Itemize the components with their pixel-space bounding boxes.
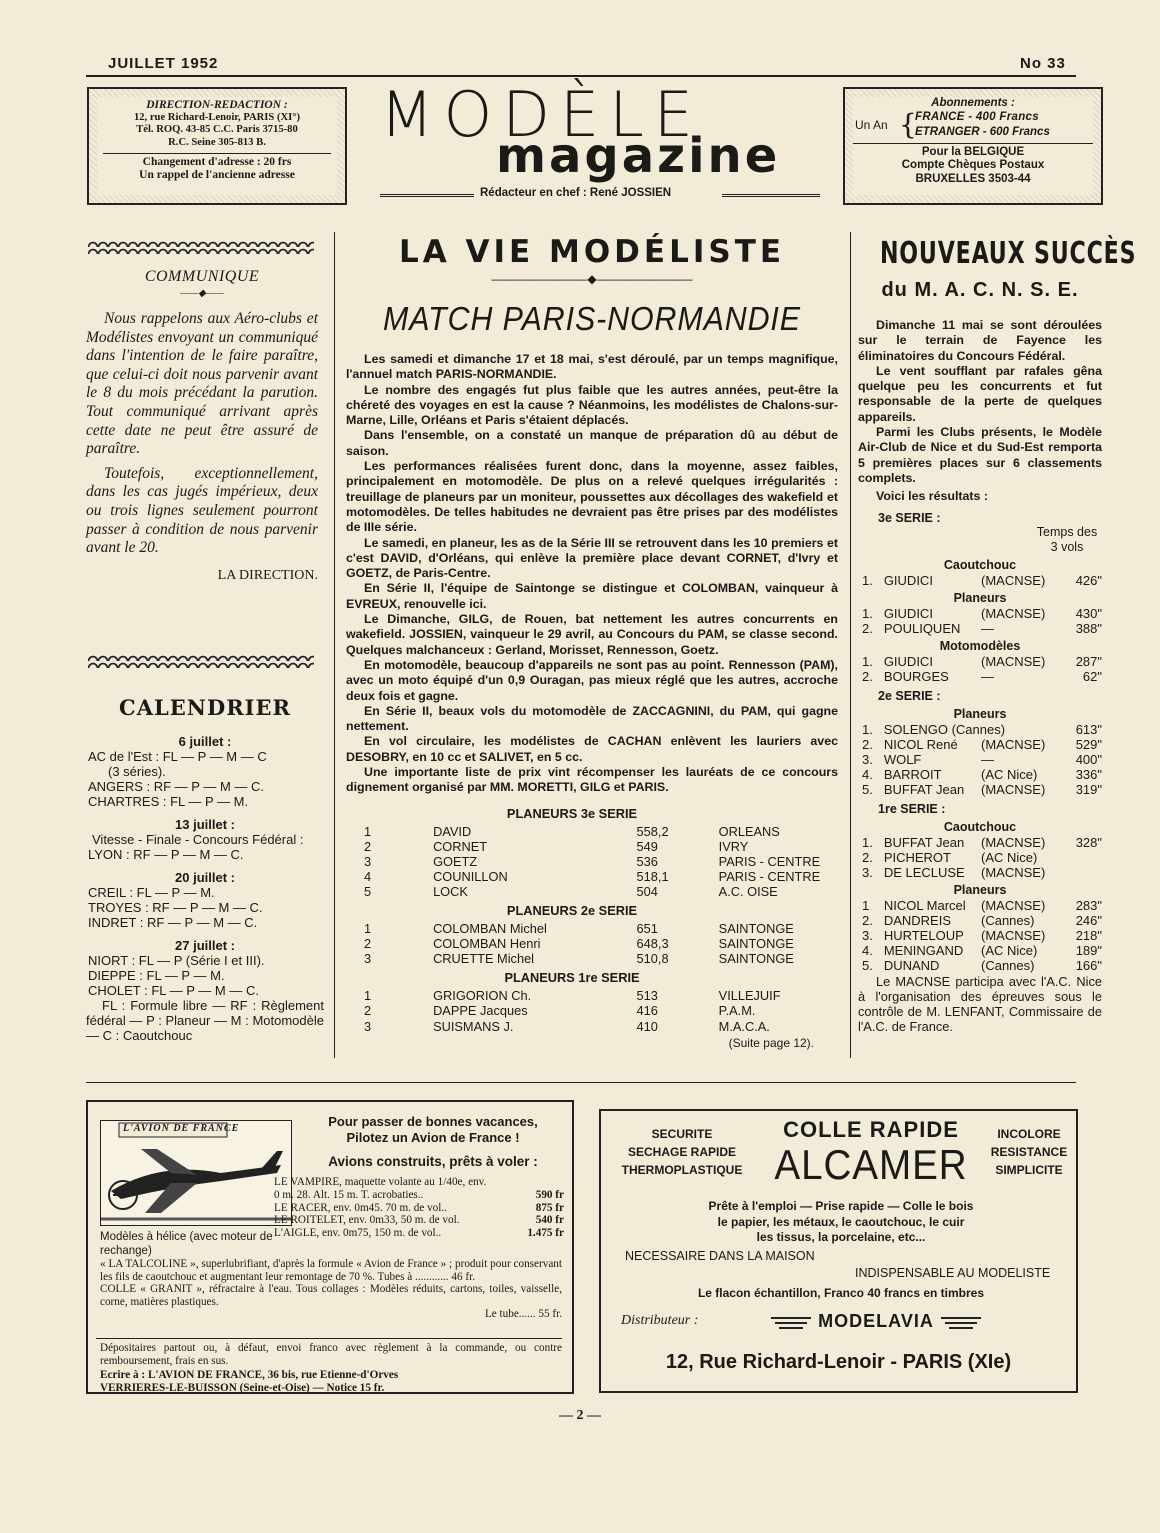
bottom-rule: [86, 1082, 1076, 1083]
time-cell: 283": [1075, 897, 1102, 913]
score-cell: 416: [636, 1003, 658, 1019]
club-cell: P.A.M.: [718, 1003, 756, 1019]
ad-distributeur: Distributeur :: [621, 1313, 699, 1328]
succes-closing: Le MACNSE participa avec l'A.C. Nice à l'organisation des épreuves sous le contrôle de M. LENFANT, Commissaire de l'A.C. de France.: [858, 973, 1102, 1034]
subs-france: FRANCE - 400 Francs: [915, 110, 1039, 123]
masthead-logo: [380, 78, 820, 204]
section-title: LA VIE MODÉLISTE: [398, 234, 786, 270]
club-cell: (MACNSE): [981, 572, 1046, 588]
logo-modele: MODÈLE: [380, 78, 703, 151]
results-heading: PLANEURS 2e SERIE: [506, 903, 638, 919]
category-heading: Caoutchouc: [943, 557, 1017, 572]
serie-heading: 3e SERIE :: [878, 510, 941, 525]
article-paragraph: Les performances réalisées furent donc, dans la moyenne, assez faibles, principalement en motomodèle. De plus on a relevé quelques irrégularités : treuillage de planeurs par un moniteur, poussettes aux décollages des wakefield et motomodèles. De telles habitudes ne devraient pas être prises par des modélistes de IIIe série.: [346, 459, 838, 535]
ad-desc: le papier, les métaux, le caoutchouc, le cuir: [717, 1214, 965, 1229]
ad-logo: [100, 1120, 292, 1226]
calendrier-title: CALENDRIER: [119, 695, 291, 720]
brand-alcamer: ALCAMER: [774, 1141, 968, 1188]
score-cell: 648,3: [636, 936, 669, 952]
time-cell: 319": [1075, 781, 1102, 797]
name-cell: GIUDICI: [883, 653, 933, 669]
rank-cell: 1: [364, 823, 372, 839]
result-row: [858, 621, 1102, 636]
communique-signature: LA DIRECTION.: [217, 567, 318, 583]
result-row: [858, 850, 1102, 865]
club-cell: —: [981, 668, 994, 684]
score-cell: 549: [636, 838, 658, 854]
score-cell: 558,2: [636, 823, 669, 839]
ad-talcoline: « LA TALCOLINE », superlubrifiant, d'après la formule « Avion de France » ; produit pour conservant les fils de caoutchouc et augmentant leur remontage de 70 %. Tubes à ............ 46 fr.: [100, 1258, 562, 1283]
diamond-ornament: ——◆——: [180, 288, 224, 299]
cal-line: CHARTRES : FL — P — M.: [88, 794, 249, 809]
cal-line: ANGERS : RF — P — M — C.: [88, 779, 265, 794]
communique-text: Nous rappelons aux Aéro-clubs et Modélistes envoyant un communiqué dans l'intention de le faire paraître, que celui-ci doit nous parvenir avant le 8 du mois précédant la parution. Tout communiqué arrivant après cette date ne peut être assuré de paraître.: [86, 310, 318, 458]
ad-headline: Pilotez un Avion de France !: [346, 1130, 520, 1145]
continued-note: (Suite page 12).: [728, 1035, 814, 1050]
club-cell: (MACNSE): [981, 736, 1046, 752]
time-cell: 189": [1075, 942, 1102, 958]
time-cell: [1060, 865, 1102, 880]
cal-date: 13 juillet :: [175, 817, 235, 832]
results-row: [344, 951, 840, 966]
logo-magazine: magazine: [496, 128, 781, 184]
result-row: [858, 928, 1102, 943]
rank-cell: 2: [364, 936, 372, 952]
article-paragraph: Le Dimanche, GILG, de Rouen, bat nettement les autres concurrents en wakefield. JOSSIEN, vainqueur le 29 avril, au Concours du PAM, se classe second. Quelques malchanceux : Gerland, Morisset, Rennesson, Goetz.: [346, 612, 838, 657]
result-row: [858, 606, 1102, 621]
ad-alcamer: [599, 1109, 1078, 1393]
name-cell: GIUDICI: [883, 572, 933, 588]
feature-word: SECHAGE RAPIDE: [627, 1145, 737, 1159]
succes-paragraph: Voici les résultats :: [876, 489, 989, 504]
time-cell: 400": [1075, 751, 1102, 767]
club-cell: (MACNSE): [981, 864, 1046, 880]
rank-cell: 5.: [862, 781, 873, 797]
cal-line: (3 séries).: [108, 764, 166, 779]
ad-avion-de-france: [86, 1100, 574, 1394]
cal-legend: FL : Formule libre — RF : Règlement fédéral — P : Planeur — M : Motomodèle — C : Caoutchouc: [86, 998, 324, 1043]
results-row: [344, 921, 840, 936]
results-heading: PLANEURS 3e SERIE: [506, 805, 638, 821]
subs-belgique: BRUXELLES 3503-44: [915, 172, 1031, 185]
name-cell: CORNET: [433, 838, 488, 854]
communique-title: COMMUNIQUE: [144, 268, 260, 285]
cal-line: NIORT : FL — P (Série I et III).: [88, 953, 265, 968]
feature-word: INCOLORE: [997, 1127, 1061, 1141]
club-cell: ORLEANS: [718, 823, 780, 839]
time-cell: 287": [1075, 653, 1102, 669]
rank-cell: 3: [364, 951, 372, 967]
article-paragraph: En vol circulaire, les modélistes de CACHAN enlèvent les lauriers avec DESOBRY, en 10 cc et SALIVET, en 5 cc.: [346, 734, 838, 764]
product-price: 540 fr: [535, 1214, 564, 1227]
article-title: MATCH PARIS-NORMANDIE: [383, 300, 801, 337]
succes-title: NOUVEAUX SUCCÈS: [879, 236, 1137, 271]
communique: [86, 268, 318, 584]
club-cell: PARIS - CENTRE: [718, 868, 821, 884]
article-paragraph: Le samedi, en planeur, les as de la Série III se retrouvent dans les 10 premiers et c'est DAVID, d'Orléans, qui enlève la première place devant CORNET, d'Ivry et GOETZ, de Paris-Centre.: [346, 535, 838, 581]
results-row: [344, 839, 840, 854]
column-divider: [850, 232, 851, 1058]
name-cell: DE LECLUSE: [883, 864, 965, 880]
club-cell: (MACNSE): [981, 653, 1046, 669]
club-cell: A.C. OISE: [718, 883, 778, 899]
subscriptions-box: Abonnements : Un An { FRANCE - 400 Francs ETRANGER - 600 Francs Pour la BELGIQUE Compte Chèques Postaux BRUXELLES 3503-44: [843, 87, 1103, 205]
subs-un-an: Un An: [855, 117, 888, 132]
name-cell: DUNAND: [883, 957, 940, 973]
results-tables: [344, 806, 840, 1034]
ad-logo-text: L'AVION DE FRANCE: [123, 1123, 240, 1134]
results-row: [344, 988, 840, 1003]
rank-cell: 1: [364, 921, 372, 937]
temps-header: Temps des 3 vols: [1036, 524, 1098, 554]
ad-ecrire: VERRIERES-LE-BUISSON (Seine-et-Oise) — Notice 15 fr.: [100, 1381, 385, 1394]
score-cell: 410: [636, 1018, 658, 1034]
time-cell: [1060, 850, 1102, 865]
rank-cell: 3.: [862, 864, 873, 880]
ad-necessaire: NECESSAIRE DANS LA MAISON: [625, 1249, 815, 1263]
score-cell: 504: [636, 883, 658, 899]
name-cell: SOLENGO (Cannes): [883, 721, 1006, 737]
rank-cell: 2.: [862, 620, 873, 636]
ad-tube: Le tube...... 55 fr.: [484, 1308, 562, 1321]
product-line: LE RACER, env. 0m45. 70 m. de vol..: [274, 1201, 447, 1214]
cal-line: CHOLET : FL — P — M — C.: [88, 983, 259, 998]
club-cell: —: [981, 620, 994, 636]
name-cell: DANDREIS: [883, 912, 951, 928]
name-cell: DAPPE Jacques: [433, 1003, 528, 1019]
ad-subhead: Avions construits, prêts à voler :: [328, 1154, 538, 1169]
results-row: [344, 824, 840, 839]
result-row: [858, 669, 1102, 684]
club-cell: (MACNSE): [981, 927, 1046, 943]
succes-column: [858, 236, 1137, 1034]
serie-heading: 2e SERIE :: [878, 688, 941, 703]
rank-cell: 2.: [862, 849, 873, 865]
article-paragraph: Le nombre des engagés fut plus faible que les autres années, peut-être la chéreté des voyages en est la cause ? Néanmoins, les modélistes de Chalons-sur-Marne, Lille, Orléans et Paris s'étaient déplacés.: [346, 382, 838, 428]
name-cell: SUISMANS J.: [433, 1018, 514, 1034]
subs-etranger: ETRANGER - 600 Francs: [915, 125, 1050, 138]
cal-line: INDRET : RF — P — M — C.: [88, 915, 258, 930]
name-cell: LOCK: [433, 883, 468, 899]
product-price: 875 fr: [535, 1201, 564, 1214]
club-cell: (MACNSE): [981, 897, 1046, 913]
rank-cell: 5: [364, 883, 372, 899]
cal-line: CREIL : FL — P — M.: [88, 885, 215, 900]
result-row: [858, 737, 1102, 752]
ad-desc: les tissus, la porcelaine, etc...: [756, 1230, 926, 1244]
result-row: [858, 767, 1102, 782]
rank-cell: 5.: [862, 957, 873, 973]
category-heading: Caoutchouc: [943, 819, 1017, 834]
subs-belgique: Pour la BELGIQUE: [921, 145, 1025, 158]
result-row: [858, 943, 1102, 958]
time-cell: 426": [1075, 572, 1102, 588]
product-line: L'AIGLE, env. 0m75, 150 m. de vol..: [274, 1227, 442, 1240]
score-cell: 651: [636, 921, 658, 937]
time-cell: 336": [1075, 766, 1102, 782]
direction-line: Tél. ROQ. 43-85 C.C. Paris 3715-80: [136, 124, 298, 135]
result-row: [858, 835, 1102, 850]
change-address-line: Un rappel de l'ancienne adresse: [139, 168, 295, 181]
product-price: 590 fr: [535, 1188, 564, 1201]
rank-cell: 1.: [862, 834, 873, 850]
wavy-divider: [88, 654, 314, 668]
name-cell: DAVID: [433, 823, 472, 839]
article-paragraph: Une importante liste de prix vint récompenser les lauréats de ce concours dignement organisé par MM. MORETTI, GILG et PARIS.: [346, 765, 838, 795]
rank-cell: 3.: [862, 927, 873, 943]
ad-headline: COLLE RAPIDE: [783, 1117, 959, 1142]
feature-word: SECURITE: [651, 1127, 713, 1141]
cal-line: TROYES : RF — P — M — C.: [88, 900, 263, 915]
time-cell: 328": [1075, 834, 1102, 850]
subs-title: Abonnements :: [931, 97, 1015, 109]
time-cell: 246": [1075, 912, 1102, 928]
category-heading: Planeurs: [953, 706, 1007, 721]
name-cell: GOETZ: [433, 853, 478, 869]
name-cell: COLOMBAN Henri: [433, 936, 541, 952]
club-cell: SAINTONGE: [718, 951, 794, 967]
club-cell: (Cannes): [981, 957, 1035, 973]
club-cell: VILLEJUIF: [718, 988, 781, 1004]
article-paragraph: En motomodèle, beaucoup d'appareils ne sont pas au point. Rennesson (PAM), avec un moto équipé d'un 0,9 Ouragan, pas mieux réglé que les autres, accroche deux fois et gagne.: [346, 657, 838, 703]
club-cell: SAINTONGE: [718, 921, 794, 937]
serie-heading: 1re SERIE :: [878, 801, 946, 816]
time-cell: 529": [1075, 736, 1102, 752]
succes-subtitle: du M. A. C. N. S. E.: [881, 279, 1079, 301]
results-heading: PLANEURS 1re SERIE: [504, 970, 640, 986]
rank-cell: 2.: [862, 912, 873, 928]
club-cell: SAINTONGE: [718, 936, 794, 952]
direction-title: DIRECTION-REDACTION :: [146, 99, 288, 111]
wavy-divider: [88, 240, 314, 254]
time-cell: 388": [1075, 620, 1102, 636]
club-cell: (AC Nice): [981, 849, 1038, 865]
time-cell: 62": [1082, 668, 1102, 684]
name-cell: CRUETTE Michel: [433, 951, 535, 967]
cal-line: DIEPPE : FL — P — M.: [88, 968, 225, 983]
calendrier: [86, 695, 324, 1043]
club-cell: (Cannes): [981, 912, 1035, 928]
cal-date: 6 juillet :: [178, 734, 232, 749]
ad-indispensable: INDISPENSABLE AU MODELISTE: [855, 1266, 1051, 1280]
club-cell: (MACNSE): [981, 834, 1046, 850]
ad-flacon: Le flacon échantillon, Franco 40 francs en timbres: [697, 1286, 985, 1300]
club-cell: [982, 722, 1061, 737]
product-line: LE VAMPIRE, maquette volante au 1/40e, env.: [274, 1176, 487, 1188]
name-cell: POULIQUEN: [883, 620, 961, 636]
distributor-name: MODELAVIA: [818, 1311, 934, 1331]
rank-cell: 1.: [862, 721, 873, 737]
cal-line: AC de l'Est : FL — P — M — C: [88, 749, 267, 764]
results-row: [344, 854, 840, 869]
name-cell: BARROIT: [883, 766, 942, 782]
article-paragraph: En Série II, beaux vols du motomodèle de ZACCAGNINI, du PAM, qui gagne nettement.: [346, 703, 838, 734]
product-line: 0 m. 28. Alt. 15 m. T. acrobaties..: [274, 1188, 424, 1201]
name-cell: NICOL René: [883, 736, 958, 752]
score-cell: 513: [636, 988, 658, 1004]
rank-cell: 1.: [862, 572, 873, 588]
rank-cell: 3: [364, 853, 372, 869]
column-divider: [334, 232, 335, 1058]
club-cell: —: [981, 751, 994, 767]
club-cell: (MACNSE): [981, 605, 1046, 621]
communique-text: Toutefois, exceptionnellement, dans les cas jugés impérieux, deux ou trois lignes seulement pourront passer à condition de nous parvenir avant le 20.: [86, 464, 318, 557]
result-row: [858, 898, 1102, 913]
rank-cell: 2.: [862, 736, 873, 752]
issue-number: No 33: [1020, 55, 1066, 72]
direction-line: R.C. Seine 305-813 B.: [168, 136, 266, 148]
rank-cell: 1: [364, 988, 372, 1004]
club-cell: (MACNSE): [981, 781, 1046, 797]
rank-cell: 1.: [862, 605, 873, 621]
name-cell: GIUDICI: [883, 605, 933, 621]
issue-date: JUILLET 1952: [108, 55, 219, 72]
club-cell: (AC Nice): [981, 766, 1038, 782]
editor-in-chief: Rédacteur en chef : René JOSSIEN: [480, 187, 672, 199]
ad-ecrire: Ecrire à : L'AVION DE FRANCE, 36 bis, rue Etienne-d'Orves: [100, 1369, 399, 1382]
result-row: [858, 573, 1102, 588]
rank-cell: 1.: [862, 653, 873, 669]
article-paragraph: Les samedi et dimanche 17 et 18 mai, s'est déroulé, par un temps magnifique, l'annuel match PARIS-NORMANDIE.: [346, 352, 838, 382]
rank-cell: 3.: [862, 751, 873, 767]
feature-word: THERMOPLASTIQUE: [621, 1163, 743, 1177]
category-heading: Planeurs: [953, 590, 1007, 605]
rank-cell: 4.: [862, 942, 873, 958]
article: [344, 234, 840, 1050]
results-row: [344, 884, 840, 899]
name-cell: BOURGES: [883, 668, 949, 684]
rank-cell: 1: [862, 897, 870, 913]
result-row: [858, 913, 1102, 928]
category-heading: Planeurs: [953, 882, 1007, 897]
product-price: 1.475 fr: [527, 1227, 564, 1240]
cal-date: 20 juillet :: [175, 870, 235, 885]
name-cell: PICHEROT: [883, 849, 951, 865]
time-cell: 613": [1075, 721, 1102, 737]
category-heading: Motomodèles: [939, 638, 1021, 653]
top-rule: [86, 75, 1076, 77]
time-cell: 166": [1075, 957, 1102, 973]
change-address-line: Changement d'adresse : 20 frs: [142, 156, 292, 168]
name-cell: NICOL Marcel: [883, 897, 966, 913]
article-paragraph: Dans l'ensemble, on a constaté un manque de préparation dû au début de saison.: [346, 428, 838, 458]
ad-desc: Prête à l'emploi — Prise rapide — Colle le bois: [708, 1199, 974, 1213]
score-cell: 518,1: [636, 868, 669, 884]
result-row: [858, 958, 1102, 973]
result-row: [858, 752, 1102, 767]
result-row: [858, 865, 1102, 880]
ad-colle: COLLE « GRANIT », réfractaire à l'eau. Tous collages : Modèles réduits, cartons, toiles, vaisselle, corne, matières plastiques.: [100, 1283, 562, 1308]
modelavia-logo: [771, 1309, 981, 1341]
club-cell: M.A.C.A.: [718, 1018, 770, 1034]
result-row: [858, 722, 1102, 737]
rank-cell: 4: [364, 868, 372, 884]
direction-line: 12, rue Richard-Lenoir, PARIS (XI°): [133, 111, 301, 123]
club-cell: PARIS - CENTRE: [718, 853, 821, 869]
score-cell: 510,8: [636, 951, 669, 967]
results-row: [344, 869, 840, 884]
time-cell: 218": [1075, 927, 1102, 943]
feature-word: RESISTANCE: [990, 1145, 1068, 1159]
cal-date: 27 juillet :: [175, 938, 235, 953]
time-cell: 430": [1075, 605, 1102, 621]
name-cell: BUFFAT Jean: [883, 834, 965, 850]
subs-belgique: Compte Chèques Postaux: [901, 159, 1045, 171]
succes-paragraph: Le vent soufflant par rafales gêna quelque peu les concurrents et fut responsable de la perte de quelques appareils.: [858, 363, 1102, 424]
product-line: LE ROITELET, env. 0m33, 50 m. de vol.: [274, 1214, 460, 1227]
results-row: [344, 1003, 840, 1018]
club-cell: IVRY: [718, 838, 749, 854]
ad-headline: Pour passer de bonnes vacances,: [328, 1114, 538, 1129]
name-cell: BUFFAT Jean: [883, 781, 965, 797]
rank-cell: 4.: [862, 766, 873, 782]
result-row: [858, 782, 1102, 797]
name-cell: HURTELOUP: [883, 927, 964, 943]
club-cell: (AC Nice): [981, 942, 1038, 958]
cal-line: Vitesse - Finale - Concours Fédéral :: [92, 832, 304, 847]
succes-paragraph: Parmi les Clubs présents, le Modèle Air-Club de Nice et du Sud-Est remporta 5 premières places sur 6 classements complets.: [858, 425, 1102, 485]
score-cell: 536: [636, 853, 658, 869]
ad-depositaires: Dépositaires partout ou, à défaut, envoi franco avec règlement à la commande, ou contre remboursement, frais en sus.: [100, 1342, 562, 1367]
airplane-illustration: [101, 1121, 291, 1225]
name-cell: GRIGORION Ch.: [433, 988, 532, 1004]
cal-line: LYON : RF — P — M — C.: [88, 847, 244, 862]
name-cell: MENINGAND: [883, 942, 964, 958]
ad-caption: Modèles à hélice (avec moteur de rechange): [100, 1231, 273, 1257]
results-row: [344, 936, 840, 951]
rank-cell: 2: [364, 838, 372, 854]
succes-results: [858, 557, 1102, 973]
ad-address: 12, Rue Richard-Lenoir - PARIS (XIe): [665, 1351, 1012, 1373]
rank-cell: 3: [364, 1018, 372, 1034]
succes-paragraph: Dimanche 11 mai se sont déroulées sur le terrain de Fayence les éliminatoires du Concours Fédéral.: [858, 318, 1102, 363]
direction-box: [87, 87, 347, 205]
article-paragraph: En Série II, l'équipe de Saintonge se distingue et COLOMBAN, vainqueur à EVREUX, renouvelle ici.: [346, 581, 838, 611]
page-number: — 2 —: [559, 1408, 601, 1423]
rank-cell: 2: [364, 1003, 372, 1019]
results-row: [344, 1019, 840, 1034]
diamond-ornament: ————————◆————————: [491, 272, 693, 286]
result-row: [858, 654, 1102, 669]
name-cell: COUNILLON: [433, 868, 508, 884]
feature-word: SIMPLICITE: [995, 1163, 1063, 1177]
rank-cell: 2.: [862, 668, 873, 684]
name-cell: COLOMBAN Michel: [433, 921, 547, 937]
name-cell: WOLF: [883, 751, 922, 767]
